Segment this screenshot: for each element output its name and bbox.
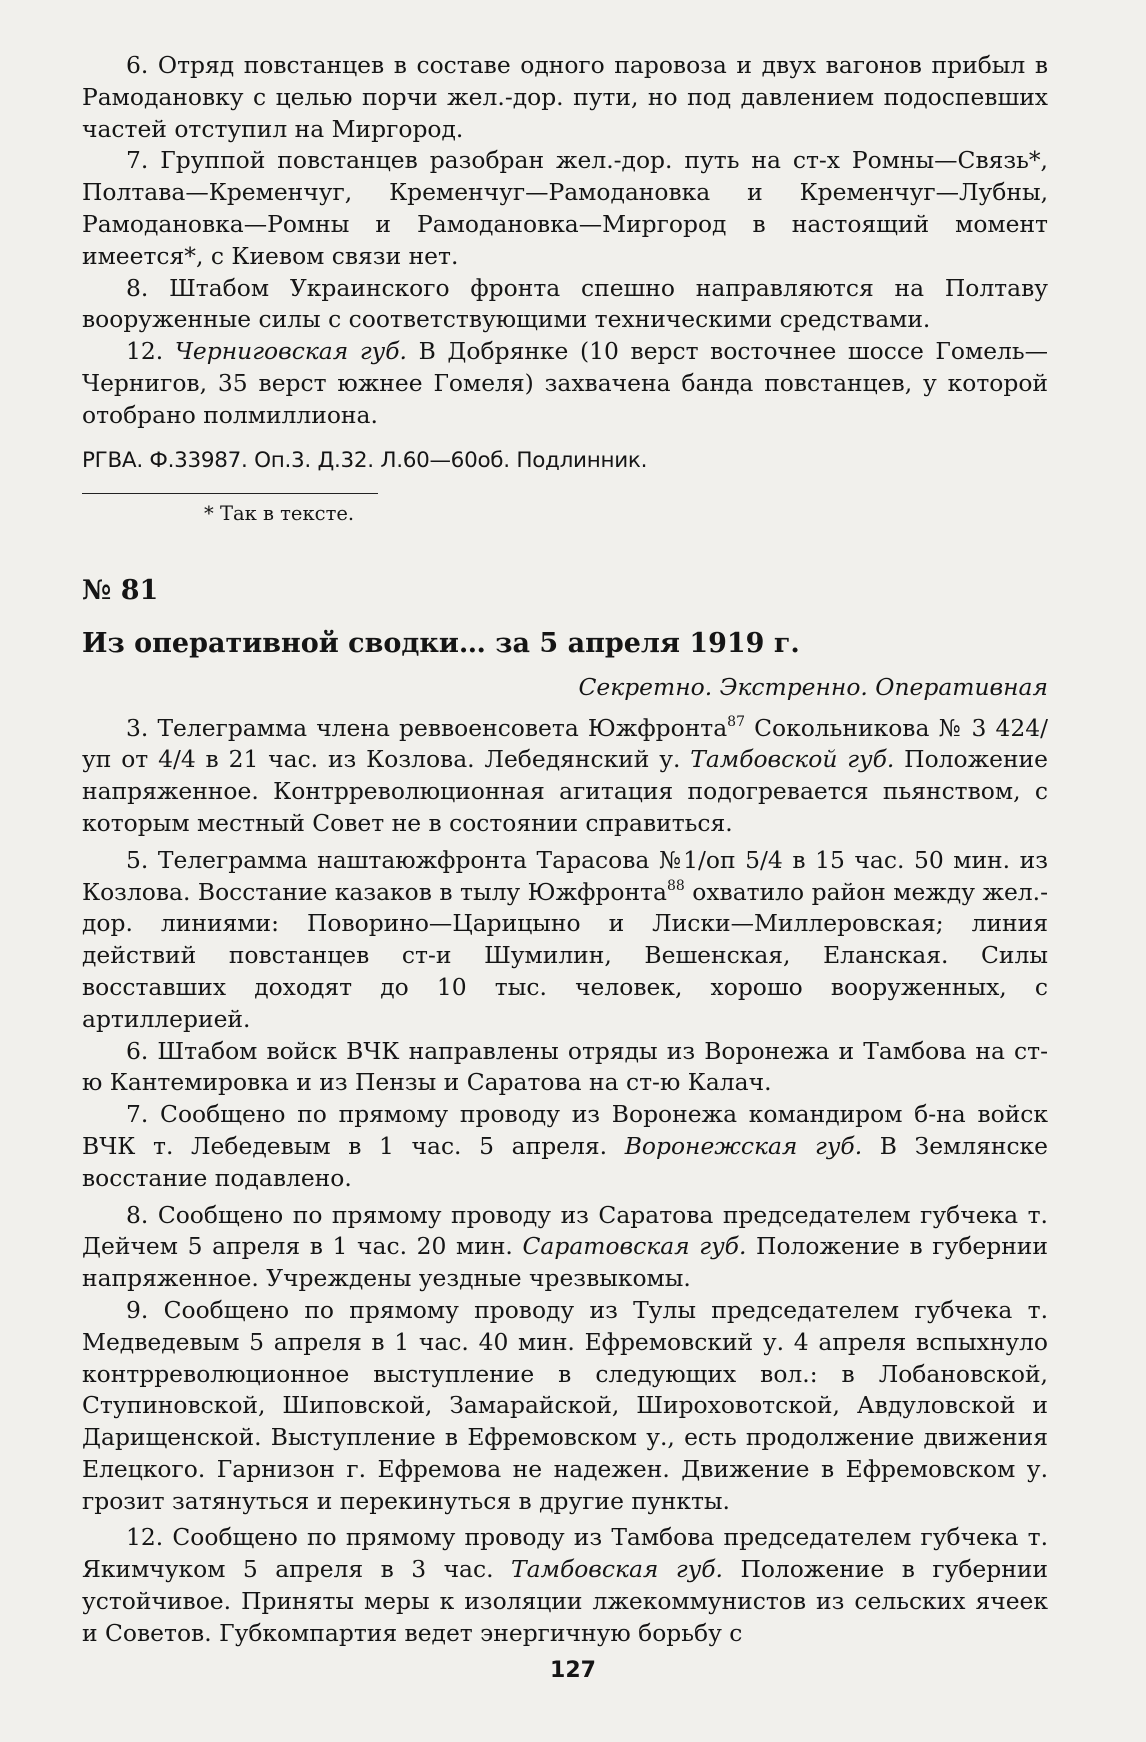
document-number: № 81 [82,574,159,606]
footnote-divider [82,493,378,494]
item-12-lead: 12. [126,337,175,366]
footnote-ref-88: 88 [666,877,685,894]
item-12-region: Черниговская губ. [174,337,407,366]
item-8-b: Положение в губернии напряженное. Учреждены уездные чрезвыкомы. [82,1232,1048,1293]
paragraph-item-8: 8. Штабом Украинского фронта спешно направляются на Полтаву вооруженные силы с соответствующими техническими средствами. [82,273,1048,334]
item-6: 6. Штабом войск ВЧК направлены отряды из Воронежа и Тамбова на ст-ю Кантемировка и из Пензы и Саратова на ст-ю Калач. [82,1036,1048,1097]
footnote: * Так в тексте. [204,501,355,525]
item-12-body-b: Положение в губернии устойчивое. Приняты меры к изоляции лжекоммунистов из сельских ячеек и Советов. Губкомпартия ведет энергичную борьбу с [82,1555,1049,1647]
item-8-region: Саратовская губ. [522,1232,747,1261]
item-12-body-a: 12. Сообщено по прямому проводу из Тамбова председателем губчека т. Якимчуком 5 апреля в 3 час. [82,1523,1048,1584]
item-9: 9. Сообщено по прямому проводу из Тулы председателем губчека т. Медведевым 5 апреля в 1 час. 40 мин. Ефремовский у. 4 апреля вспыхнуло контрреволюционное выступление в следующих вол.: в Лобановской, Ступиновской, Шиповской, Замарайской, Широховотской, Авдуловской и Дарищенской. Выступление в Ефремовском у., есть продолжение движения Елецкого. Гарнизон г. Ефремова не надежен. Движение в Ефремовском у. грозит затянуться и перекинуться в другие пункты. [82,1295,1048,1515]
item-12-body [82,1522,1048,1649]
item-7 [82,1099,1048,1194]
item-12-rest: В Добрянке (10 верст восточнее шоссе Гомель—Чернигов, 35 верст южнее Гомеля) захвачена банда повстанцев, у которой отобрано полмиллиона. [82,337,1049,429]
item-3-b: Сокольникова № 3 424/уп от 4/4 в 21 час. из Козлова. Лебедянский у. [82,713,1048,774]
previous-document-tail [82,50,1048,432]
item-7-b: В Землянске восстание подавлено. [82,1131,1049,1192]
item-3-c: Положение напряженное. Контрреволюционная агитация подогревается пьянством, с которым местный Совет не в состоянии справиться. [82,745,1048,837]
paragraph-item-12 [82,336,1048,431]
page-number: 127 [550,1658,596,1683]
document-title: Из оперативной сводки… за 5 апреля 1919 г. [82,627,800,659]
item-5 [82,845,1048,1036]
item-7-region: Воронежская губ. [624,1131,863,1160]
item-5-a: 5. Телеграмма наштаюжфронта Тарасова №1/оп 5/4 в 15 час. 50 мин. из Козлова. Восстание казаков в тылу Южфронта [82,845,1048,906]
item-12-body-region: Тамбовская губ. [511,1555,723,1584]
item-3-region: Тамбовской губ. [690,745,895,774]
item-3 [82,713,1048,840]
footnote-ref-87: 87 [727,713,745,730]
paragraph-item-6: 6. Отряд повстанцев в составе одного паровоза и двух вагонов прибыл в Рамодановку с целью порчи жел.-дор. пути, но под давлением подоспевших частей отступил на Миргород. [82,51,1048,143]
paragraph-item-7: 7. Группой повстанцев разобран жел.-дор. путь на ст-х Ромны—Связь*, Полтава—Кременчуг, Кременчуг—Рамодановка и Кременчуг—Лубны, Рамодановка—Ромны и Рамодановка—Миргород в настоящий момент имеется*, с Киевом связи нет. [82,146,1048,270]
item-3-a: 3. Телеграмма члена реввоенсовета Южфронта [126,713,728,742]
item-8 [82,1200,1048,1295]
item-7-a: 7. Сообщено по прямому проводу из Воронежа командиром б-на войск ВЧК т. Лебедевым в 1 час. 5 апреля. [82,1100,1048,1160]
item-5-b: охватило район между жел.-дор. линиями: Поворино—Царицыно и Лиски—Миллеровская; линия действий повстанцев ст-и Шумилин, Вешенская, Еланская. Силы восставших доходят до 10 тыс. человек, хорошо вооруженных, с артиллерией. [82,877,1048,1033]
archive-reference: РГВА. Ф.33987. Оп.3. Д.32. Л.60—60об. Подлинник. [82,447,648,473]
classification-stamp: Секретно. Экстренно. Оперативная [578,672,1048,701]
item-8-a: 8. Сообщено по прямому проводу из Саратова председателем губчека т. Дейчем 5 апреля в 1 час. 20 мин. [82,1200,1048,1261]
document-body [82,713,1048,1650]
